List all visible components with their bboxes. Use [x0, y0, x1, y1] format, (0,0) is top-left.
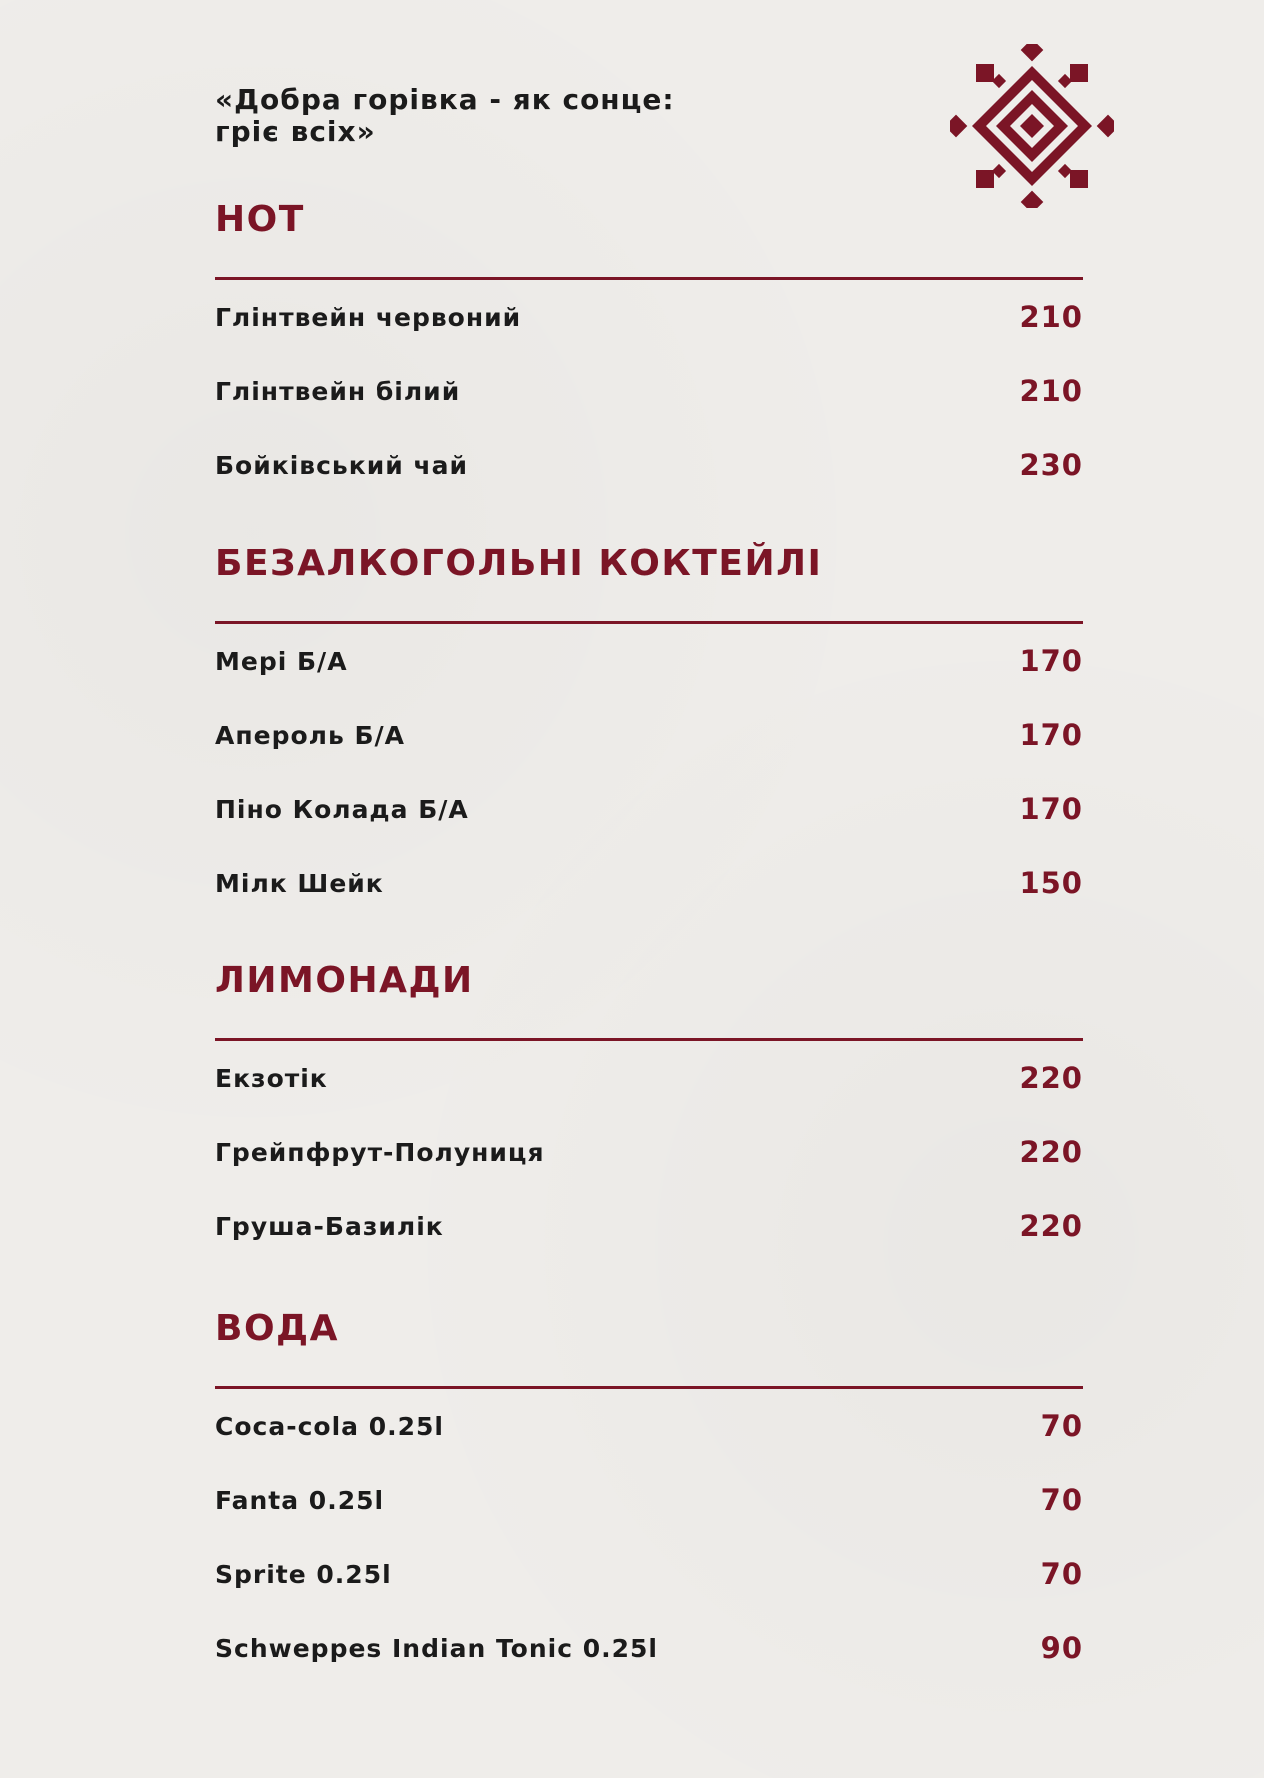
menu-item — [215, 1463, 1083, 1537]
item-price: 70 — [1040, 1483, 1083, 1517]
menu-item — [215, 1041, 1083, 1115]
menu-item — [215, 1115, 1083, 1189]
item-price: 150 — [1019, 866, 1083, 900]
menu-item — [215, 624, 1083, 698]
item-name: Мері Б/А — [215, 646, 348, 676]
item-name: Грейпфрут-Полуниця — [215, 1137, 545, 1167]
item-name: Глінтвейн червоний — [215, 302, 522, 332]
item-price: 210 — [1019, 374, 1083, 408]
item-name: Апероль Б/А — [215, 720, 406, 750]
item-name: Coca-cola 0.25l — [215, 1411, 444, 1441]
menu-item — [215, 1611, 1083, 1685]
item-price: 170 — [1019, 792, 1083, 826]
section-hot — [215, 198, 1083, 502]
section-water — [215, 1307, 1083, 1685]
item-price: 90 — [1040, 1631, 1083, 1665]
quote-line-2: гріє всіх» — [215, 115, 376, 148]
menu-item — [215, 1189, 1083, 1263]
item-price: 70 — [1040, 1409, 1083, 1443]
menu-item — [215, 772, 1083, 846]
item-price: 230 — [1019, 448, 1083, 482]
menu-item — [215, 1537, 1083, 1611]
menu-item — [215, 428, 1083, 502]
section-lemonades — [215, 959, 1083, 1263]
menu-item — [215, 698, 1083, 772]
section-title: БЕЗАЛКОГОЛЬНІ КОКТЕЙЛІ — [215, 543, 823, 584]
menu-quote — [215, 84, 675, 148]
item-name: Піно Колада Б/А — [215, 794, 469, 824]
section-non-alcoholic-cocktails — [215, 542, 1083, 920]
item-price: 210 — [1019, 300, 1083, 334]
menu-item — [215, 846, 1083, 920]
item-name: Бойківський чай — [215, 450, 468, 480]
item-price: 220 — [1019, 1209, 1083, 1243]
item-name: Schweppes Indian Tonic 0.25l — [215, 1633, 658, 1663]
item-price: 220 — [1019, 1061, 1083, 1095]
menu-item — [215, 354, 1083, 428]
section-title: ВОДА — [215, 1308, 339, 1349]
menu-item — [215, 280, 1083, 354]
item-price: 170 — [1019, 718, 1083, 752]
item-price: 220 — [1019, 1135, 1083, 1169]
item-name: Глінтвейн білий — [215, 376, 461, 406]
item-price: 70 — [1040, 1557, 1083, 1591]
quote-line-1: «Добра горівка - як сонце: — [215, 83, 675, 116]
menu-item — [215, 1389, 1083, 1463]
item-name: Sprite 0.25l — [215, 1559, 392, 1589]
item-name: Fanta 0.25l — [215, 1485, 385, 1515]
item-name: Мілк Шейк — [215, 868, 384, 898]
section-title: НОТ — [215, 199, 305, 240]
ornament-logo-icon — [950, 44, 1114, 208]
section-title: ЛИМОНАДИ — [215, 960, 474, 1001]
item-name: Екзотік — [215, 1063, 328, 1093]
item-price: 170 — [1019, 644, 1083, 678]
item-name: Груша-Базилік — [215, 1211, 444, 1241]
